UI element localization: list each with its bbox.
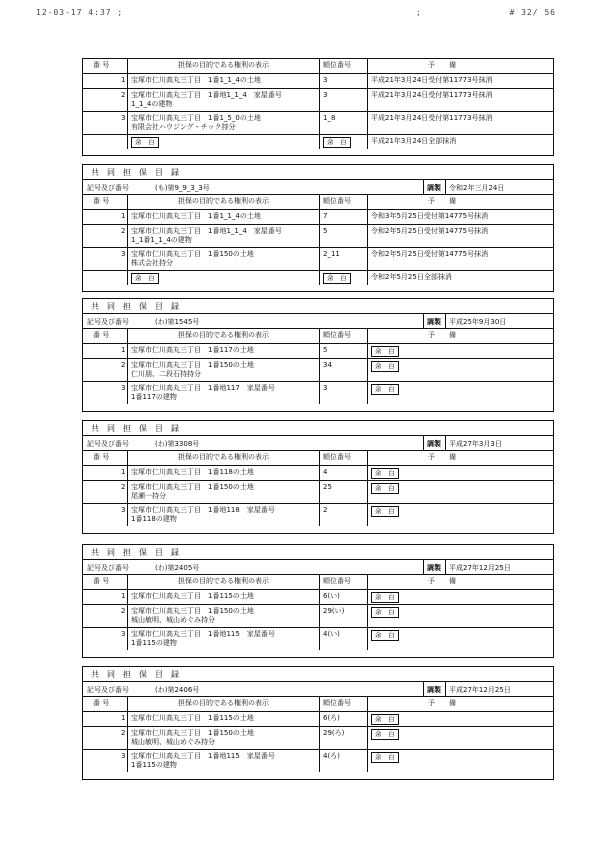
row-no: 2 [121, 227, 126, 235]
kigo-label: 記号及び番号 [87, 318, 129, 326]
table-row [83, 712, 553, 727]
table-meta-row [83, 560, 553, 575]
blank-mark: 余 白 [371, 346, 399, 357]
row-junni: 3 [323, 91, 328, 99]
table-meta-row [83, 314, 553, 329]
header-no: 番 号 [93, 453, 110, 461]
header-junni: 順位番号 [323, 331, 351, 339]
kigo-label: 記号及び番号 [87, 440, 129, 448]
blank-mark: 余 白 [323, 273, 351, 284]
table-row [83, 727, 553, 750]
row-yobi: 平成21年3月24日受付第11773号抹消 [371, 91, 493, 99]
blank-mark: 余 白 [371, 384, 399, 395]
header-no: 番 号 [93, 577, 110, 585]
fax-page-number: # 32/ 56 [509, 8, 556, 17]
row-target: 宝塚市仁川高丸三丁目 1番1_1_4の土地 [131, 76, 261, 84]
table-header [83, 329, 553, 344]
blank-mark: 余 白 [371, 607, 399, 618]
row-yobi: 令和2年5月25日受付第14775号抹消 [371, 227, 489, 235]
collateral-table-2 [82, 164, 554, 292]
row-junni: 4(ろ) [323, 752, 340, 760]
blank-mark: 余 白 [371, 592, 399, 603]
row-yobi: 令和2年5月25日全部抹消 [371, 273, 452, 281]
table-row [83, 344, 553, 359]
row-no: 2 [121, 361, 126, 369]
row-junni: 2 [323, 506, 328, 514]
table-title-row [83, 667, 553, 682]
row-target: 宝塚市仁川高丸三丁目 1番地115 家屋番号 1番115の建物 [131, 752, 275, 769]
row-junni: 1_8 [323, 114, 336, 122]
table-header [83, 195, 553, 210]
blank-mark: 余 白 [371, 714, 399, 725]
blank-mark: 余 白 [371, 361, 399, 372]
row-target: 宝塚市仁川高丸三丁目 1番150の土地 城山敏明、城山めぐみ持分 [131, 729, 254, 746]
date-label: 調製 [427, 564, 441, 572]
row-target: 宝塚市仁川高丸三丁目 1番1_1_4の土地 [131, 212, 261, 220]
header-target: 担保の目的である権利の表示 [178, 577, 269, 585]
header-junni: 順位番号 [323, 577, 351, 585]
table-row [83, 248, 553, 271]
table-row [83, 481, 553, 504]
table-title: 共 同 担 保 目 録 [91, 424, 179, 433]
row-target: 宝塚市仁川高丸三丁目 1番150の土地 株式会社持分 [131, 250, 254, 267]
kigo-label: 記号及び番号 [87, 686, 129, 694]
fax-timestamp: 12-03-17 4:37 ; [36, 8, 124, 17]
header-target: 担保の目的である権利の表示 [178, 197, 269, 205]
kigo-value: (わ)第2405号 [155, 564, 200, 572]
row-junni: 29(ろ) [323, 729, 345, 737]
table-row [83, 359, 553, 382]
table-row [83, 210, 553, 225]
table-header [83, 451, 553, 466]
table-meta-row [83, 436, 553, 451]
header-yobi: 予 備 [428, 61, 456, 69]
date-label: 調製 [427, 440, 441, 448]
row-junni: 5 [323, 346, 328, 354]
row-no: 3 [121, 506, 126, 514]
row-target: 宝塚市仁川高丸三丁目 1番150の土地 城山敏明、城山めぐみ持分 [131, 607, 254, 624]
kigo-value: (わ)第2406号 [155, 686, 200, 694]
blank-mark: 余 白 [131, 137, 159, 148]
row-junni: 5 [323, 227, 328, 235]
table-title: 共 同 担 保 目 録 [91, 670, 179, 679]
table-title-row [83, 421, 553, 436]
row-target: 宝塚市仁川高丸三丁目 1番地115 家屋番号 1番115の建物 [131, 630, 275, 647]
row-junni: 7 [323, 212, 328, 220]
table-title-row [83, 165, 553, 180]
collateral-table-6 [82, 666, 554, 780]
date-value: 平成27年12月25日 [449, 686, 511, 694]
row-no: 2 [121, 91, 126, 99]
table-title: 共 同 担 保 目 録 [91, 548, 179, 557]
row-no: 1 [121, 714, 126, 722]
row-no: 1 [121, 468, 126, 476]
row-target: 宝塚市仁川高丸三丁目 1番150の土地 仁川朋、二段石持持分 [131, 361, 254, 378]
row-target: 宝塚市仁川高丸三丁目 1番115の土地 [131, 592, 254, 600]
kigo-label: 記号及び番号 [87, 564, 129, 572]
table-meta-row [83, 180, 553, 195]
fax-separator: ; [416, 8, 421, 17]
row-no: 1 [121, 592, 126, 600]
row-no: 3 [121, 752, 126, 760]
row-junni: 25 [323, 483, 332, 491]
row-no: 2 [121, 729, 126, 737]
date-label: 調製 [427, 184, 441, 192]
row-target: 宝塚市仁川高丸三丁目 1番150の土地 尾瀬一持分 [131, 483, 254, 500]
row-junni: 4 [323, 468, 328, 476]
header-junni: 順位番号 [323, 699, 351, 707]
table-header [83, 697, 553, 712]
blank-mark: 余 白 [371, 468, 399, 479]
blank-mark: 余 白 [323, 137, 351, 148]
row-no: 1 [121, 346, 126, 354]
header-junni: 順位番号 [323, 453, 351, 461]
blank-mark: 余 白 [371, 506, 399, 517]
row-no: 2 [121, 607, 126, 615]
blank-mark: 余 白 [371, 630, 399, 641]
date-value: 令和2年三月24日 [449, 184, 505, 192]
kigo-value: (も)第9_9_3_3号 [155, 184, 210, 192]
table-title-row [83, 299, 553, 314]
header-junni: 順位番号 [323, 61, 351, 69]
row-no: 2 [121, 483, 126, 491]
row-no: 3 [121, 630, 126, 638]
row-no: 3 [121, 114, 126, 122]
table-row [83, 504, 553, 526]
row-target: 宝塚市仁川高丸三丁目 1番地1_1_4 家屋番号 1_1_4の建物 [131, 91, 282, 108]
row-yobi: 平成21年3月24日全部抹消 [371, 137, 457, 145]
header-yobi: 予 備 [428, 699, 456, 707]
fax-header [36, 8, 556, 18]
collateral-table-1 [82, 58, 554, 156]
row-junni: 3 [323, 76, 328, 84]
row-target: 宝塚市仁川高丸三丁目 1番115の土地 [131, 714, 254, 722]
date-value: 平成25年9月30日 [449, 318, 507, 326]
table-row [83, 590, 553, 605]
row-target: 宝塚市仁川高丸三丁目 1番地117 家屋番号 1番117の建物 [131, 384, 275, 401]
header-no: 番 号 [93, 699, 110, 707]
kigo-value: (わ)第1545号 [155, 318, 200, 326]
table-title: 共 同 担 保 目 録 [91, 168, 179, 177]
table-row [83, 466, 553, 481]
row-junni: 3 [323, 384, 328, 392]
header-target: 担保の目的である権利の表示 [178, 699, 269, 707]
row-yobi: 令和2年5月25日受付第14775号抹消 [371, 250, 489, 258]
row-no: 1 [121, 76, 126, 84]
header-no: 番 号 [93, 61, 110, 69]
blank-mark: 余 白 [371, 752, 399, 763]
row-junni: 6(い) [323, 592, 340, 600]
table-row [83, 89, 553, 112]
row-junni: 34 [323, 361, 332, 369]
collateral-table-5 [82, 544, 554, 658]
table-footer-row [83, 135, 553, 149]
kigo-label: 記号及び番号 [87, 184, 129, 192]
row-no: 3 [121, 384, 126, 392]
row-target: 宝塚市仁川高丸三丁目 1番117の土地 [131, 346, 254, 354]
row-target: 宝塚市仁川高丸三丁目 1番地1_1_4 家屋番号 1_1番1_1_4の建物 [131, 227, 282, 244]
table-title-row [83, 545, 553, 560]
table-row [83, 750, 553, 772]
row-junni: 29(い) [323, 607, 345, 615]
header-no: 番 号 [93, 197, 110, 205]
table-meta-row [83, 682, 553, 697]
collateral-table-4 [82, 420, 554, 534]
row-yobi: 平成21年3月24日受付第11773号抹消 [371, 114, 493, 122]
row-junni: 2_11 [323, 250, 340, 258]
row-yobi: 令和3年5月25日受付第14775号抹消 [371, 212, 489, 220]
header-junni: 順位番号 [323, 197, 351, 205]
date-label: 調製 [427, 686, 441, 694]
table-row [83, 382, 553, 404]
table-row [83, 112, 553, 135]
row-target: 宝塚市仁川高丸三丁目 1番地118 家屋番号 1番118の建物 [131, 506, 275, 523]
blank-mark: 余 白 [371, 729, 399, 740]
header-yobi: 予 備 [428, 577, 456, 585]
row-yobi: 平成21年3月24日受付第11773号抹消 [371, 76, 493, 84]
table-header [83, 59, 553, 74]
table-row [83, 628, 553, 650]
collateral-table-3 [82, 298, 554, 412]
table-row [83, 225, 553, 248]
header-no: 番 号 [93, 331, 110, 339]
row-no: 1 [121, 212, 126, 220]
row-junni: 6(ろ) [323, 714, 340, 722]
header-target: 担保の目的である権利の表示 [178, 61, 269, 69]
row-target: 宝塚市仁川高丸三丁目 1番118の土地 [131, 468, 254, 476]
row-no: 3 [121, 250, 126, 258]
header-yobi: 予 備 [428, 197, 456, 205]
date-label: 調製 [427, 318, 441, 326]
table-row [83, 74, 553, 89]
row-target: 宝塚市仁川高丸三丁目 1番1_5_0の土地 有限会社ハウジング・チック持分 [131, 114, 261, 131]
blank-mark: 余 白 [371, 483, 399, 494]
header-target: 担保の目的である権利の表示 [178, 331, 269, 339]
header-yobi: 予 備 [428, 453, 456, 461]
table-row [83, 605, 553, 628]
row-junni: 4(い) [323, 630, 340, 638]
table-header [83, 575, 553, 590]
blank-mark: 余 白 [131, 273, 159, 284]
table-footer-row [83, 271, 553, 285]
date-value: 平成27年3月3日 [449, 440, 502, 448]
kigo-value: (わ)第3308号 [155, 440, 200, 448]
table-title: 共 同 担 保 目 録 [91, 302, 179, 311]
date-value: 平成27年12月25日 [449, 564, 511, 572]
header-yobi: 予 備 [428, 331, 456, 339]
header-target: 担保の目的である権利の表示 [178, 453, 269, 461]
